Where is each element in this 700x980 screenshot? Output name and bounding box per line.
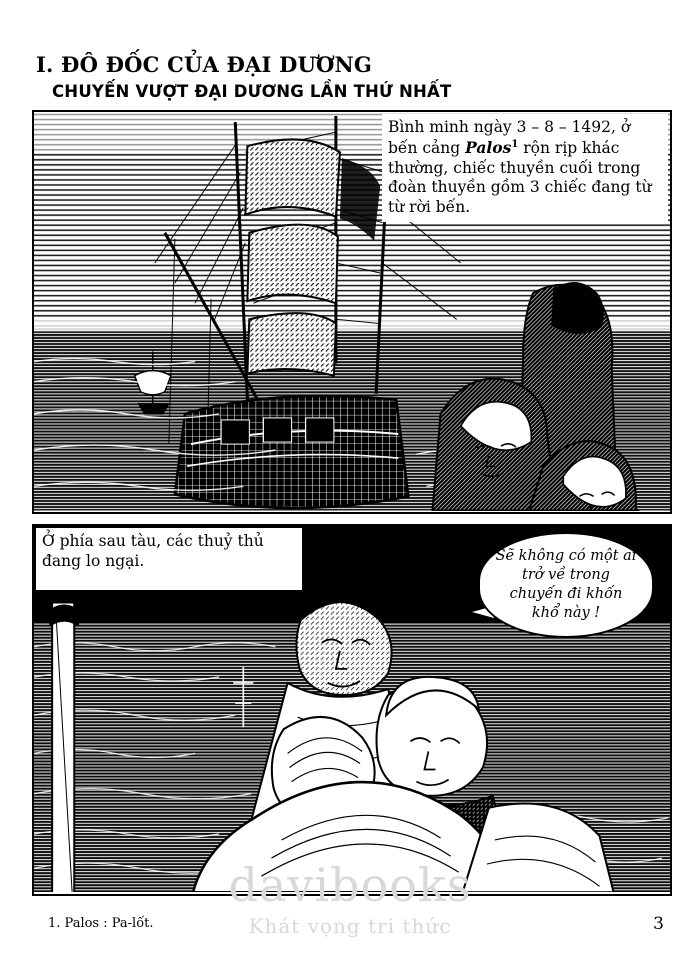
speech-balloon: Sẽ không có một ai trở về trong chuyến đi khốn khổ này ! [478, 532, 654, 638]
footnote: 1. Palos : Pa-lốt. [48, 916, 154, 931]
page-number: 3 [653, 914, 664, 934]
page-title: I. ĐÔ ĐỐC CỦA ĐẠI DƯƠNG [36, 52, 373, 77]
panel-2-caption: Ở phía sau tàu, các thuỷ thủ đang lo ngại. [36, 528, 302, 590]
watermark-main: davibooks [228, 858, 472, 912]
watermark-sub: Khát vọng tri thức [248, 914, 452, 938]
panel-1-caption [382, 114, 668, 222]
caption-prefix: Bình minh ngày 3 – 8 – 1492, ở bến cảng [388, 118, 631, 157]
comic-panel-1 [32, 110, 672, 514]
comic-panel-2 [32, 524, 672, 896]
caption-suffix: rộn rịp khác thường, chiếc thuyền cuối trong đoàn thuyền gồm 3 chiếc đang từ từ rời bến. [388, 138, 652, 217]
footnote-marker: 1 [511, 138, 519, 150]
caption-emphasis: Palos [465, 137, 512, 157]
page-subtitle: CHUYẾN VƯỢT ĐẠI DƯƠNG LẦN THỨ NHẤT [52, 82, 452, 101]
